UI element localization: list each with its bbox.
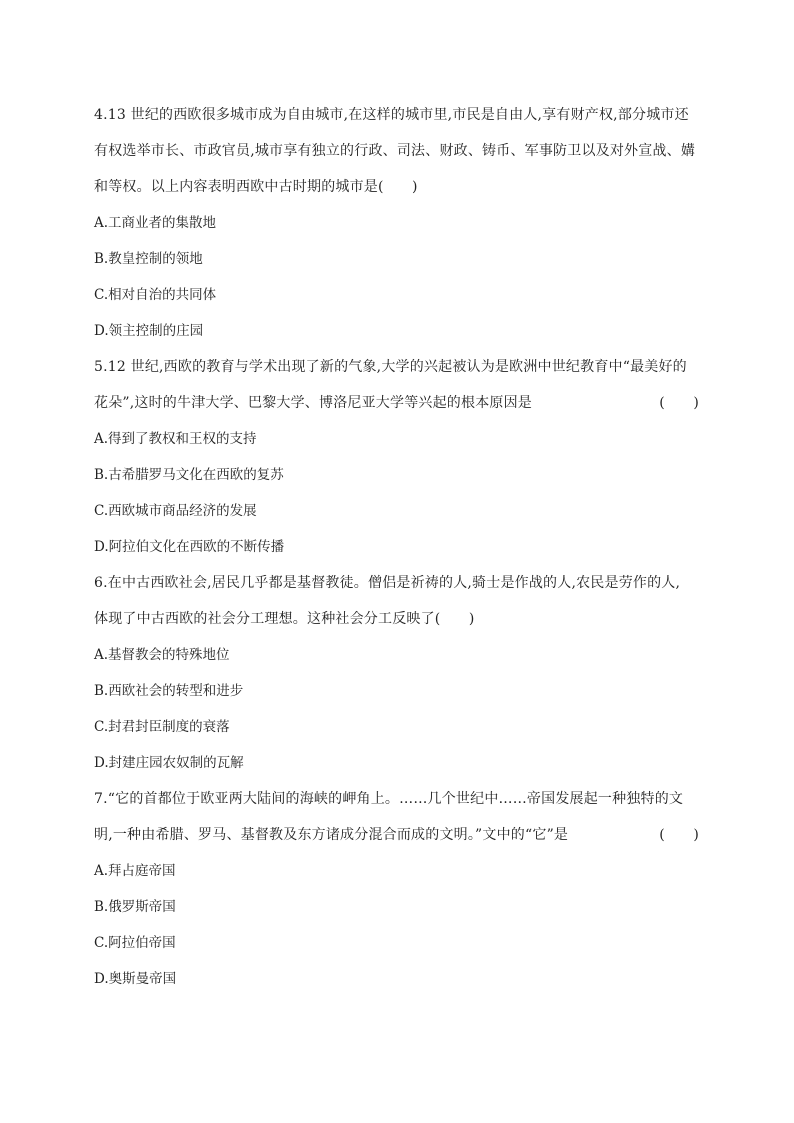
question-7-option-c[interactable]: C.阿拉伯帝国 (94, 935, 176, 951)
question-6-option-a[interactable]: A.基督教会的特殊地位 (94, 647, 230, 663)
question-4 (94, 101, 699, 353)
question-6 (94, 569, 699, 785)
question-4-option-b[interactable]: B.教皇控制的领地 (94, 251, 203, 267)
question-5-option-c[interactable]: C.西欧城市商品经济的发展 (94, 503, 257, 519)
question-4-line-2: 有权选举市长、市政官员,城市享有独立的行政、司法、财政、铸币、军事防卫以及对外宣战、媾 (94, 143, 696, 159)
question-7-option-b[interactable]: B.俄罗斯帝国 (94, 899, 176, 915)
question-7 (94, 785, 699, 1001)
question-5-option-b[interactable]: B.古希腊罗马文化在西欧的复苏 (94, 467, 284, 483)
question-5-line-1: 5.12 世纪,西欧的教育与学术出现了新的气象,大学的兴起被认为是欧洲中世纪教育中“最美好的 (94, 359, 687, 375)
question-4-option-c[interactable]: C.相对自治的共同体 (94, 287, 217, 303)
question-5-option-a[interactable]: A.得到了教权和王权的支持 (94, 431, 257, 447)
question-7-option-a[interactable]: A.拜占庭帝国 (94, 863, 176, 879)
question-4-line-3: 和等权。以上内容表明西欧中古时期的城市是( ) (94, 179, 418, 195)
question-6-option-d[interactable]: D.封建庄园农奴制的瓦解 (94, 755, 244, 771)
question-5-line-2-text: 花朵”,这时的牛津大学、巴黎大学、博洛尼亚大学等兴起的根本原因是 (94, 395, 533, 411)
question-4-option-a[interactable]: A.工商业者的集散地 (94, 215, 217, 231)
question-6-option-b[interactable]: B.西欧社会的转型和进步 (94, 683, 244, 699)
question-4-option-d[interactable]: D.领主控制的庄园 (94, 323, 204, 339)
question-page (94, 101, 699, 1001)
question-4-line-1: 4.13 世纪的西欧很多城市成为自由城市,在这样的城市里,市民是自由人,享有财产权,部分城市还 (94, 107, 689, 123)
question-5 (94, 353, 699, 569)
question-6-line-1: 6.在中古西欧社会,居民几乎都是基督教徒。僧侣是祈祷的人,骑士是作战的人,农民是劳作的人, (94, 575, 681, 591)
question-7-option-d[interactable]: D.奥斯曼帝国 (94, 971, 177, 987)
question-5-line-2 (94, 389, 699, 425)
question-7-line-2 (94, 821, 699, 857)
question-7-line-1: 7.“它的首都位于欧亚两大陆间的海峡的岬角上。……几个世纪中……帝国发展起一种独特的文 (94, 791, 684, 807)
question-6-option-c[interactable]: C.封君封臣制度的衰落 (94, 719, 230, 735)
question-5-option-d[interactable]: D.阿拉伯文化在西欧的不断传播 (94, 539, 285, 555)
question-5-answer-blank: ( ) (659, 395, 699, 411)
question-7-line-2-text: 明,一种由希腊、罗马、基督教及东方诸成分混合而成的文明。”文中的“它”是 (94, 827, 569, 843)
question-6-line-2: 体现了中古西欧的社会分工理想。这种社会分工反映了( ) (94, 611, 475, 627)
question-7-answer-blank: ( ) (659, 827, 699, 843)
